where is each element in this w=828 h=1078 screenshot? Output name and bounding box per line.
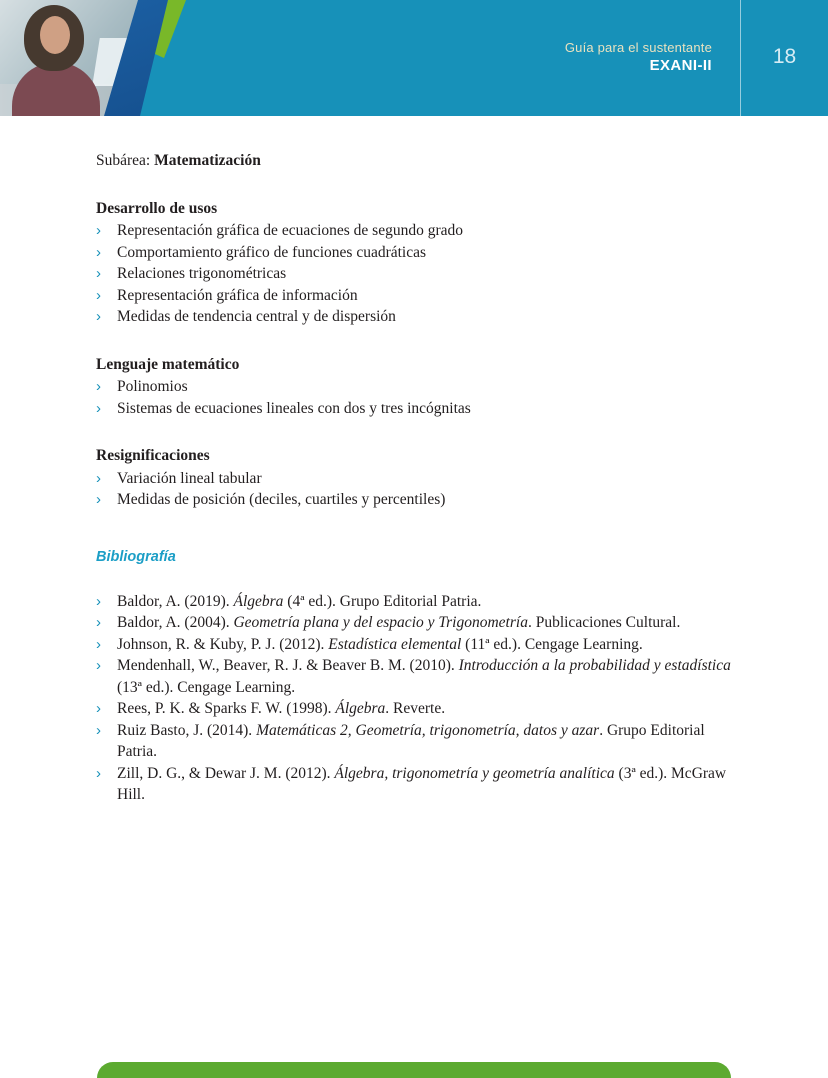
photo-person-face	[40, 16, 70, 54]
bibliography-item	[96, 655, 741, 698]
bib-text-segment: Ruiz Basto, J. (2014).	[117, 721, 257, 739]
section-list	[96, 220, 741, 328]
bib-text-segment: Mendenhall, W., Beaver, R. J. & Beaver B. M. (2010).	[117, 657, 459, 674]
list-item	[96, 220, 741, 242]
bib-text-segment: . Grupo Editorial Patria.	[117, 721, 705, 760]
bibliography-item	[96, 698, 741, 720]
subarea-value: Matematización	[154, 152, 261, 169]
list-item	[96, 398, 741, 420]
footer-tab	[97, 1062, 731, 1078]
list-item	[96, 306, 741, 328]
bib-text-segment: Baldor, A. (2019).	[117, 592, 234, 610]
bib-title-segment: Matemáticas 2, Geometría, trigonometría, datos y azar	[256, 721, 600, 739]
bib-text-segment: . Publicaciones Cultural.	[527, 614, 681, 631]
bib-title-segment: Álgebra	[233, 592, 284, 610]
section-list	[96, 376, 741, 419]
chevron-bullet-icon: ›	[96, 614, 101, 631]
section-heading: Resignificaciones	[96, 447, 210, 464]
bib-text-segment: Rees, P. K. & Sparks F. W. (1998).	[117, 700, 336, 717]
content-section	[96, 445, 741, 511]
bib-text-segment: Baldor, A. (2004).	[117, 614, 234, 631]
list-item	[96, 242, 741, 264]
chevron-bullet-icon: ›	[96, 308, 101, 325]
list-item-text: Polinomios	[117, 378, 188, 395]
chevron-bullet-icon: ›	[96, 378, 101, 395]
bibliography-item	[96, 612, 741, 634]
list-item-text: Representación gráfica de información	[117, 286, 358, 304]
chevron-bullet-icon: ›	[96, 265, 101, 282]
guide-title: EXANI-II	[649, 57, 712, 74]
bibliography-entry-text	[117, 612, 741, 634]
bib-title-segment: Álgebra, trigonometría y geometría analítica	[334, 764, 615, 782]
bibliography-entry-text	[117, 655, 741, 698]
bib-text-segment: Johnson, R. & Kuby, P. J. (2012).	[117, 635, 329, 653]
section-heading: Lenguaje matemático	[96, 355, 240, 373]
bib-title-segment: Estadística elemental	[328, 635, 462, 653]
chevron-bullet-icon: ›	[96, 764, 101, 782]
content-section	[96, 354, 741, 420]
bib-text-segment: Zill, D. G., & Dewar J. M. (2012).	[117, 764, 335, 782]
bibliography-item	[96, 763, 741, 806]
bib-text-segment: (3ª ed.). McGraw Hill.	[117, 764, 727, 803]
section-heading: Desarrollo de usos	[96, 199, 218, 217]
chevron-bullet-icon: ›	[96, 721, 101, 739]
list-item	[96, 468, 741, 490]
list-item-text: Representación gráfica de ecuaciones de segundo grado	[117, 222, 464, 239]
content-section	[96, 198, 741, 328]
list-item	[96, 376, 741, 398]
bibliography-entry-text	[117, 634, 741, 656]
chevron-bullet-icon: ›	[96, 657, 101, 674]
bibliography-item	[96, 591, 741, 613]
list-item	[96, 263, 741, 285]
subarea-label: Subárea:	[96, 152, 151, 169]
page-number: 18	[772, 45, 797, 68]
list-item	[96, 489, 741, 511]
bib-title-segment: Introducción a la probabilidad y estadística	[458, 657, 731, 674]
subarea-line	[96, 150, 741, 172]
bibliography-entry-text	[117, 763, 741, 806]
list-item	[96, 285, 741, 307]
chevron-bullet-icon: ›	[96, 243, 101, 261]
page-content	[96, 150, 741, 806]
chevron-bullet-icon: ›	[96, 286, 101, 304]
list-item-text: Variación lineal tabular	[117, 469, 262, 487]
bib-title-segment: Álgebra	[335, 700, 386, 717]
list-item-text: Medidas de posición (deciles, cuartiles y percentiles)	[117, 491, 446, 508]
bib-text-segment: (11ª ed.). Cengage Learning.	[461, 635, 643, 653]
bibliography-item	[96, 720, 741, 763]
chevron-bullet-icon: ›	[96, 592, 101, 610]
list-item-text: Medidas de tendencia central y de dispersión	[117, 308, 396, 325]
bib-title-segment: Geometría plana y del espacio y Trigonometría	[233, 614, 528, 631]
sections-container	[96, 198, 741, 511]
page-header	[0, 0, 828, 116]
bibliography-entry-text	[117, 698, 741, 720]
chevron-bullet-icon: ›	[96, 635, 101, 653]
list-item-text: Comportamiento gráfico de funciones cuadráticas	[117, 243, 427, 261]
bib-text-segment: . Reverte.	[385, 700, 446, 717]
bibliography-list	[96, 591, 741, 806]
bibliography-item	[96, 634, 741, 656]
chevron-bullet-icon: ›	[96, 491, 101, 508]
section-list	[96, 468, 741, 511]
bib-text-segment: (13ª ed.). Cengage Learning.	[117, 678, 296, 696]
guide-pretitle: Guía para el sustentante	[564, 40, 712, 55]
bib-text-segment: (4ª ed.). Grupo Editorial Patria.	[283, 592, 482, 610]
bibliography-entry-text	[117, 720, 741, 763]
chevron-bullet-icon: ›	[96, 469, 101, 487]
list-item-text: Relaciones trigonométricas	[117, 265, 287, 282]
bibliography-heading: Bibliografía	[96, 548, 176, 565]
bibliography-entry-text	[117, 591, 741, 613]
chevron-bullet-icon: ›	[96, 700, 101, 717]
list-item-text: Sistemas de ecuaciones lineales con dos y tres incógnitas	[117, 399, 471, 417]
chevron-bullet-icon: ›	[96, 222, 101, 239]
chevron-bullet-icon: ›	[96, 399, 101, 417]
header-meta	[565, 39, 712, 76]
